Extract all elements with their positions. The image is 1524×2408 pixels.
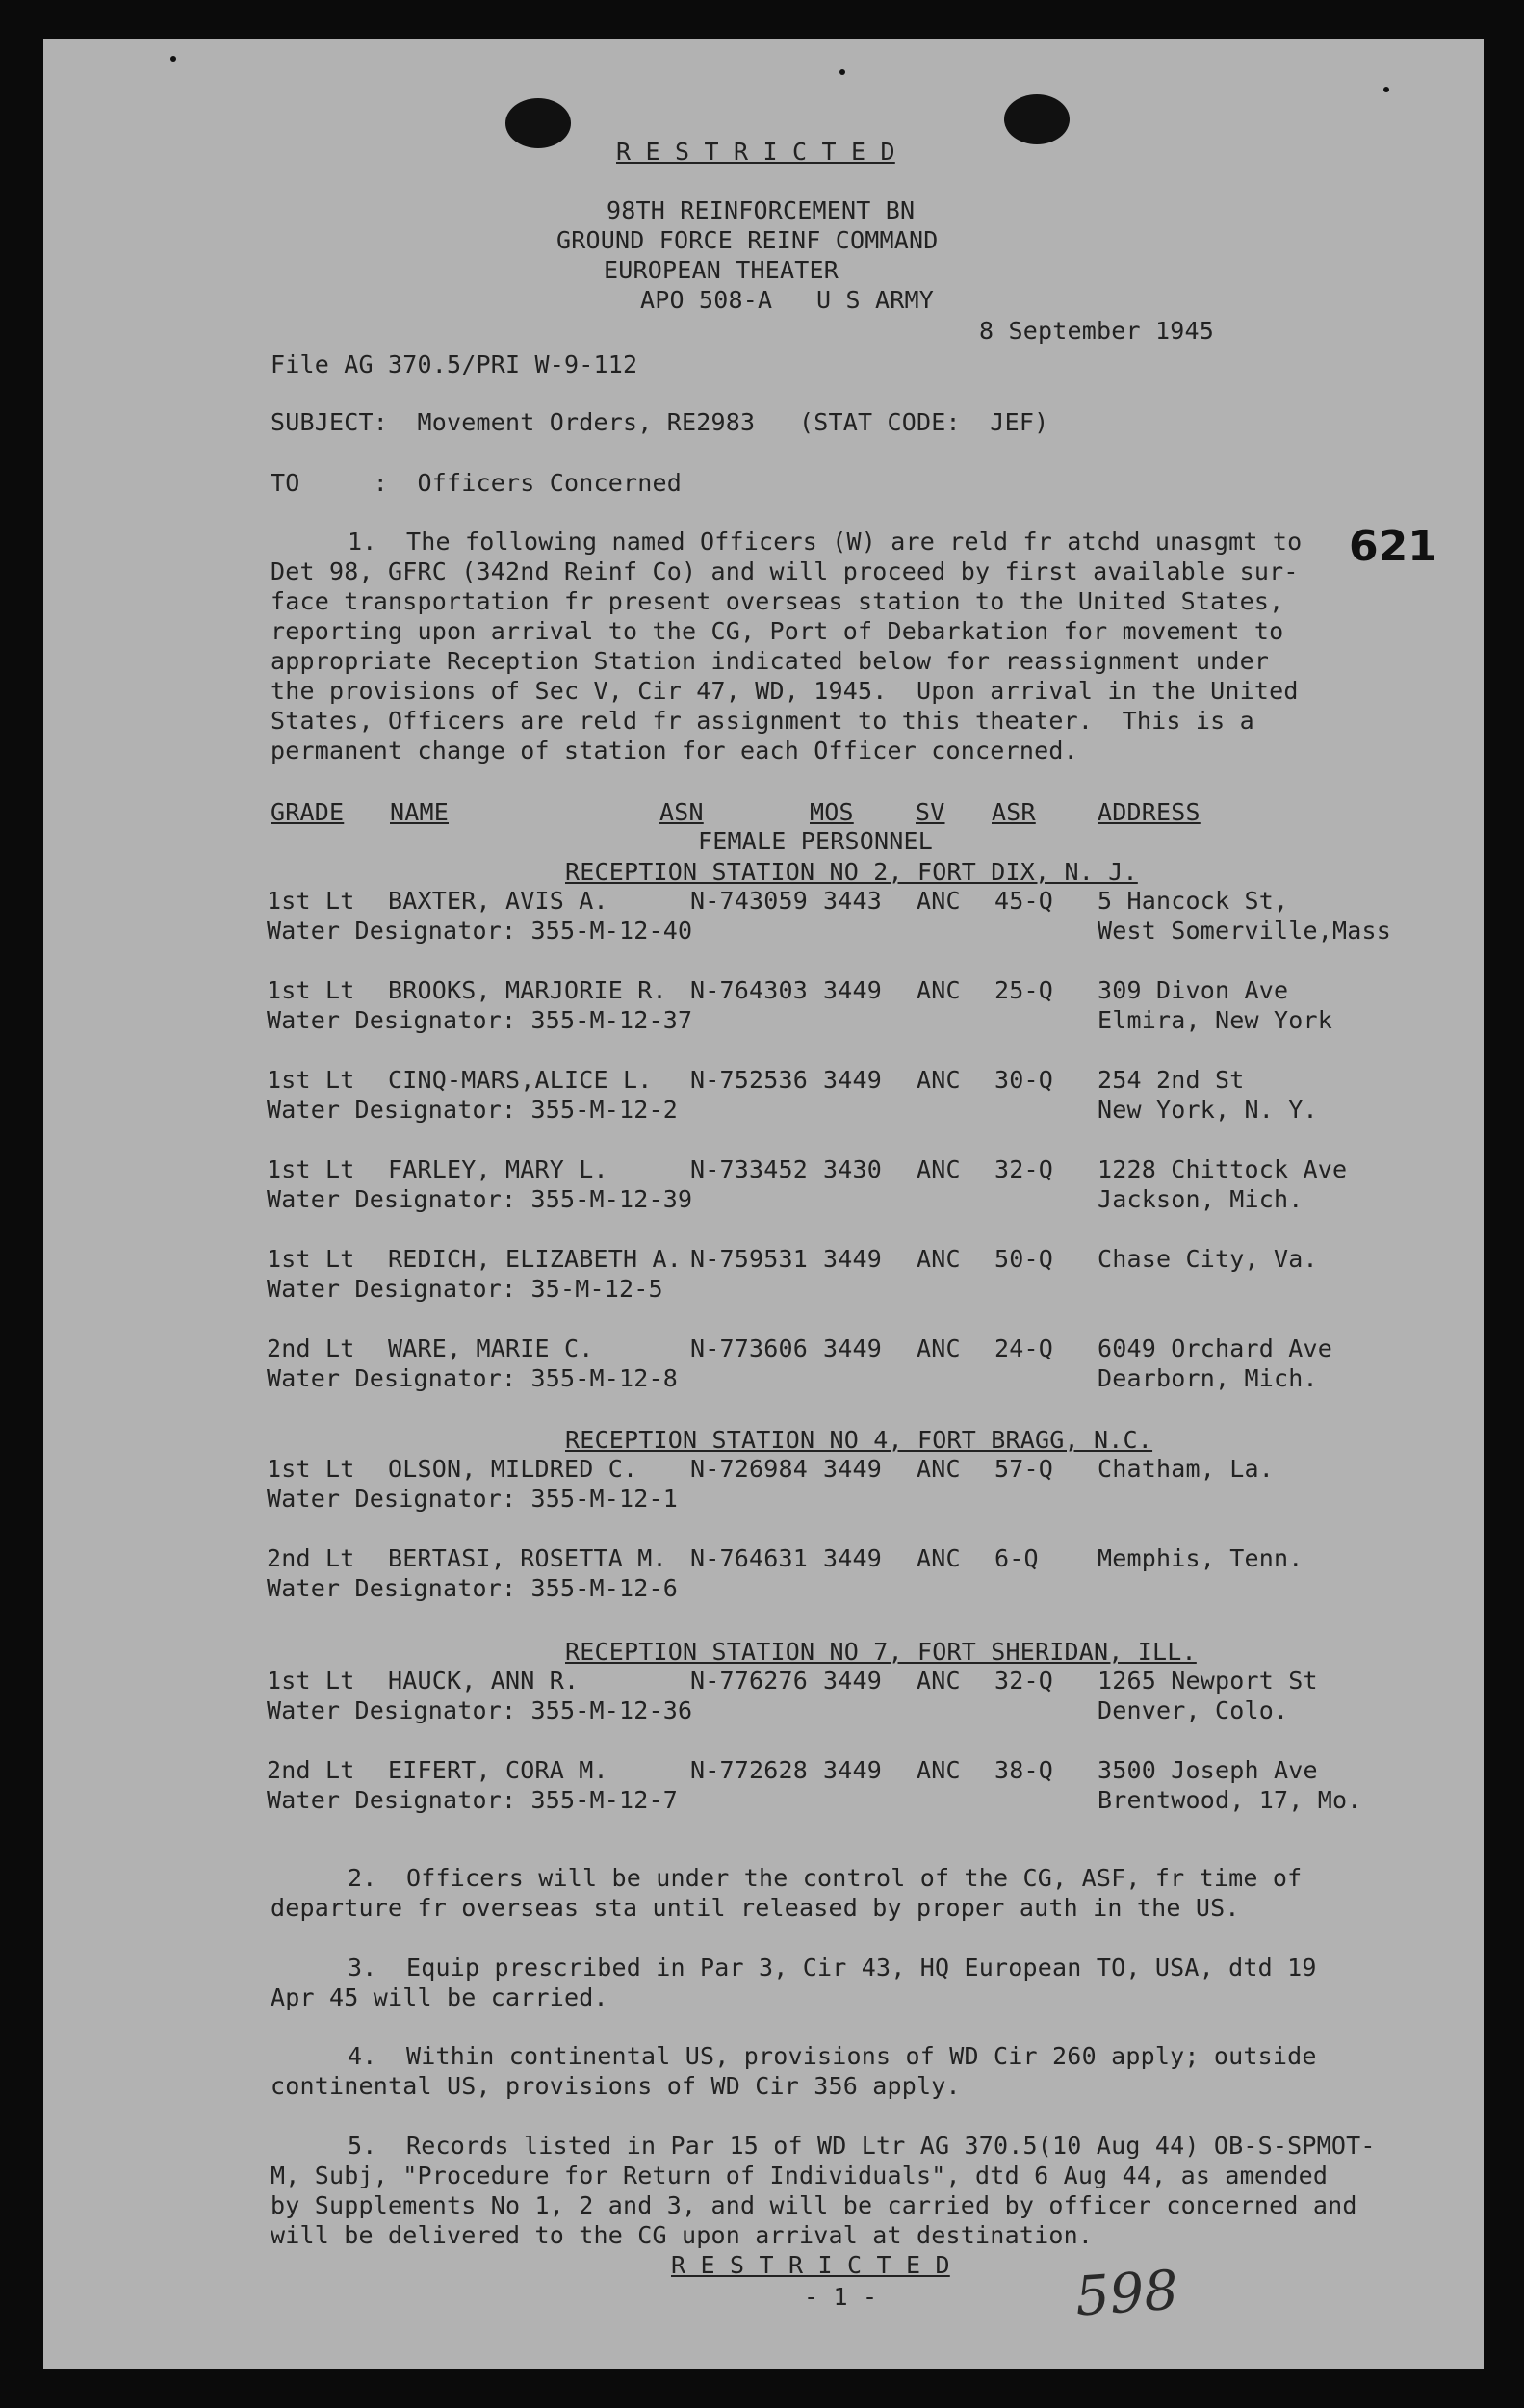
officer-name: HAUCK, ANN R. [388, 1667, 580, 1695]
water-designator: Water Designator: 35-M-12-5 [267, 1275, 663, 1303]
officer-mos: 3449 [823, 1455, 883, 1483]
officer-sv: ANC [917, 887, 961, 915]
officer-sv: ANC [917, 1667, 961, 1695]
officer-sv: ANC [917, 1155, 961, 1183]
water-designator: Water Designator: 355-M-12-6 [267, 1574, 679, 1602]
officer-mos: 3449 [823, 1245, 883, 1273]
file-reference: File AG 370.5/PRI W-9-112 [271, 350, 638, 378]
officer-address-line2: New York, N. Y. [1098, 1096, 1318, 1124]
paragraph-1-line: 1. The following named Officers (W) are reld fr atchd unasgmt to [348, 528, 1303, 556]
officer-name: CINQ-MARS,ALICE L. [388, 1066, 653, 1094]
officer-asn: N-764303 [690, 976, 809, 1004]
officer-address-line1: 6049 Orchard Ave [1098, 1334, 1333, 1362]
officer-address-line2: Elmira, New York [1098, 1006, 1333, 1034]
paragraph-1-line: the provisions of Sec V, Cir 47, WD, 1945. Upon arrival in the United [271, 677, 1299, 705]
paragraph-1-line: States, Officers are reld fr assignment to this theater. This is a [271, 707, 1254, 735]
paragraph-line: Apr 45 will be carried. [271, 1983, 608, 2011]
paragraph-line: 5. Records listed in Par 15 of WD Ltr AG 370.5(10 Aug 44) OB-S-SPMOT- [348, 2132, 1376, 2160]
reception-station-heading: RECEPTION STATION NO 4, FORT BRAGG, N.C. [565, 1426, 1153, 1454]
letterhead-line: 98TH REINFORCEMENT BN [607, 196, 916, 224]
officer-name: BROOKS, MARJORIE R. [388, 976, 667, 1004]
officer-asr: 32-Q [994, 1667, 1054, 1695]
table-header: ADDRESS [1098, 798, 1201, 826]
officer-name: BERTASI, ROSETTA M. [388, 1544, 667, 1572]
officer-asn: N-743059 [690, 887, 809, 915]
officer-address-line2: West Somerville,Mass [1098, 917, 1392, 945]
officer-grade: 1st Lt [267, 1245, 355, 1273]
officer-address-line2: Jackson, Mich. [1098, 1185, 1304, 1213]
water-designator: Water Designator: 355-M-12-40 [267, 917, 693, 945]
paragraph-1-line: face transportation fr present overseas station to the United States, [271, 587, 1284, 615]
letterhead-line: EUROPEAN THEATER [604, 256, 839, 284]
to-line: TO : Officers Concerned [271, 469, 683, 497]
officer-asn: N-773606 [690, 1334, 809, 1362]
letterhead-line: APO 508-A U S ARMY [640, 286, 935, 314]
officer-address-line1: 254 2nd St [1098, 1066, 1245, 1094]
paragraph-line: by Supplements No 1, 2 and 3, and will be carried by officer concerned and [271, 2191, 1357, 2219]
officer-asn: N-759531 [690, 1245, 809, 1273]
officer-sv: ANC [917, 1455, 961, 1483]
table-header: SV [916, 798, 945, 826]
officer-address-line1: Chatham, La. [1098, 1455, 1275, 1483]
officer-name: OLSON, MILDRED C. [388, 1455, 638, 1483]
officer-name: BAXTER, AVIS A. [388, 887, 608, 915]
officer-address-line1: 1228 Chittock Ave [1098, 1155, 1348, 1183]
officer-asr: 24-Q [994, 1334, 1054, 1362]
officer-grade: 1st Lt [267, 976, 355, 1004]
officer-asr: 57-Q [994, 1455, 1054, 1483]
water-designator: Water Designator: 355-M-12-1 [267, 1485, 679, 1513]
reception-station-heading: RECEPTION STATION NO 2, FORT DIX, N. J. [565, 858, 1138, 886]
punch-hole-left [505, 98, 571, 148]
officer-name: WARE, MARIE C. [388, 1334, 594, 1362]
officer-address-line1: 5 Hancock St, [1098, 887, 1289, 915]
paragraph-line: will be delivered to the CG upon arrival at destination. [271, 2221, 1094, 2249]
officer-name: REDICH, ELIZABETH A. [388, 1245, 683, 1273]
stamp-number: 621 [1349, 522, 1437, 571]
officer-grade: 1st Lt [267, 887, 355, 915]
officer-address-line1: 3500 Joseph Ave [1098, 1756, 1318, 1784]
subject-line: SUBJECT: Movement Orders, RE2983 (STAT CODE: JEF) [271, 408, 1049, 436]
officer-asn: N-752536 [690, 1066, 809, 1094]
officer-grade: 1st Lt [267, 1066, 355, 1094]
water-designator: Water Designator: 355-M-12-36 [267, 1696, 693, 1724]
officer-asr: 38-Q [994, 1756, 1054, 1784]
officer-grade: 2nd Lt [267, 1334, 355, 1362]
officer-mos: 3449 [823, 1334, 883, 1362]
officer-sv: ANC [917, 1334, 961, 1362]
handwritten-page-number: 598 [1072, 2259, 1181, 2329]
officer-grade: 1st Lt [267, 1455, 355, 1483]
officer-asr: 30-Q [994, 1066, 1054, 1094]
officer-asr: 25-Q [994, 976, 1054, 1004]
officer-mos: 3449 [823, 1544, 883, 1572]
punch-hole-right [1004, 94, 1070, 144]
paragraph-line: departure fr overseas sta until released by proper auth in the US. [271, 1894, 1240, 1922]
officer-grade: 2nd Lt [267, 1544, 355, 1572]
table-header: NAME [390, 798, 450, 826]
officer-sv: ANC [917, 976, 961, 1004]
officer-sv: ANC [917, 1544, 961, 1572]
officer-asr: 6-Q [994, 1544, 1039, 1572]
officer-asr: 32-Q [994, 1155, 1054, 1183]
officer-sv: ANC [917, 1245, 961, 1273]
officer-sv: ANC [917, 1066, 961, 1094]
officer-asr: 45-Q [994, 887, 1054, 915]
paragraph-line: M, Subj, "Procedure for Return of Individuals", dtd 6 Aug 44, as amended [271, 2162, 1329, 2189]
officer-mos: 3449 [823, 1667, 883, 1695]
water-designator: Water Designator: 355-M-12-8 [267, 1364, 679, 1392]
letterhead-line: GROUND FORCE REINF COMMAND [556, 226, 939, 254]
officer-grade: 2nd Lt [267, 1756, 355, 1784]
officer-grade: 1st Lt [267, 1667, 355, 1695]
officer-address-line1: Chase City, Va. [1098, 1245, 1318, 1273]
officer-asn: N-726984 [690, 1455, 809, 1483]
paragraph-line: 2. Officers will be under the control of the CG, ASF, fr time of [348, 1864, 1303, 1892]
officer-sv: ANC [917, 1756, 961, 1784]
document-page [43, 39, 1484, 2369]
table-header: ASN [659, 798, 704, 826]
officer-address-line1: 309 Divon Ave [1098, 976, 1289, 1004]
officer-asn: N-733452 [690, 1155, 809, 1183]
officer-asr: 50-Q [994, 1245, 1054, 1273]
table-header: ASR [992, 798, 1036, 826]
water-designator: Water Designator: 355-M-12-37 [267, 1006, 693, 1034]
paragraph-1-line: permanent change of station for each Officer concerned. [271, 737, 1078, 764]
officer-asn: N-776276 [690, 1667, 809, 1695]
water-designator: Water Designator: 355-M-12-2 [267, 1096, 679, 1124]
officer-asn: N-764631 [690, 1544, 809, 1572]
paragraph-1-line: appropriate Reception Station indicated below for reassignment under [271, 647, 1270, 675]
officer-mos: 3443 [823, 887, 883, 915]
table-header: MOS [810, 798, 854, 826]
water-designator: Water Designator: 355-M-12-7 [267, 1786, 679, 1814]
page-number: - 1 - [804, 2283, 878, 2311]
paragraph-line: 3. Equip prescribed in Par 3, Cir 43, HQ European TO, USA, dtd 19 [348, 1954, 1317, 1981]
document-date: 8 September 1945 [979, 317, 1215, 345]
officer-mos: 3449 [823, 1066, 883, 1094]
speck [839, 69, 845, 75]
paragraph-line: continental US, provisions of WD Cir 356 apply. [271, 2072, 961, 2100]
classification-marking-top: R E S T R I C T E D [616, 138, 895, 166]
reception-station-heading: RECEPTION STATION NO 7, FORT SHERIDAN, ILL. [565, 1638, 1197, 1666]
officer-address-line1: Memphis, Tenn. [1098, 1544, 1304, 1572]
officer-name: FARLEY, MARY L. [388, 1155, 608, 1183]
water-designator: Water Designator: 355-M-12-39 [267, 1185, 693, 1213]
officer-mos: 3449 [823, 976, 883, 1004]
speck [1383, 87, 1389, 92]
officer-asn: N-772628 [690, 1756, 809, 1784]
officer-address-line2: Brentwood, 17, Mo. [1098, 1786, 1362, 1814]
personnel-heading: FEMALE PERSONNEL [698, 827, 934, 855]
classification-marking-bottom: R E S T R I C T E D [671, 2251, 950, 2279]
officer-address-line2: Dearborn, Mich. [1098, 1364, 1318, 1392]
officer-mos: 3430 [823, 1155, 883, 1183]
speck [170, 56, 176, 62]
paragraph-1-line: reporting upon arrival to the CG, Port of Debarkation for movement to [271, 617, 1284, 645]
table-header: GRADE [271, 798, 345, 826]
officer-mos: 3449 [823, 1756, 883, 1784]
officer-address-line2: Denver, Colo. [1098, 1696, 1289, 1724]
paragraph-1-line: Det 98, GFRC (342nd Reinf Co) and will proceed by first available sur- [271, 557, 1299, 585]
paragraph-line: 4. Within continental US, provisions of WD Cir 260 apply; outside [348, 2042, 1317, 2070]
officer-address-line1: 1265 Newport St [1098, 1667, 1318, 1695]
officer-grade: 1st Lt [267, 1155, 355, 1183]
officer-name: EIFERT, CORA M. [388, 1756, 608, 1784]
